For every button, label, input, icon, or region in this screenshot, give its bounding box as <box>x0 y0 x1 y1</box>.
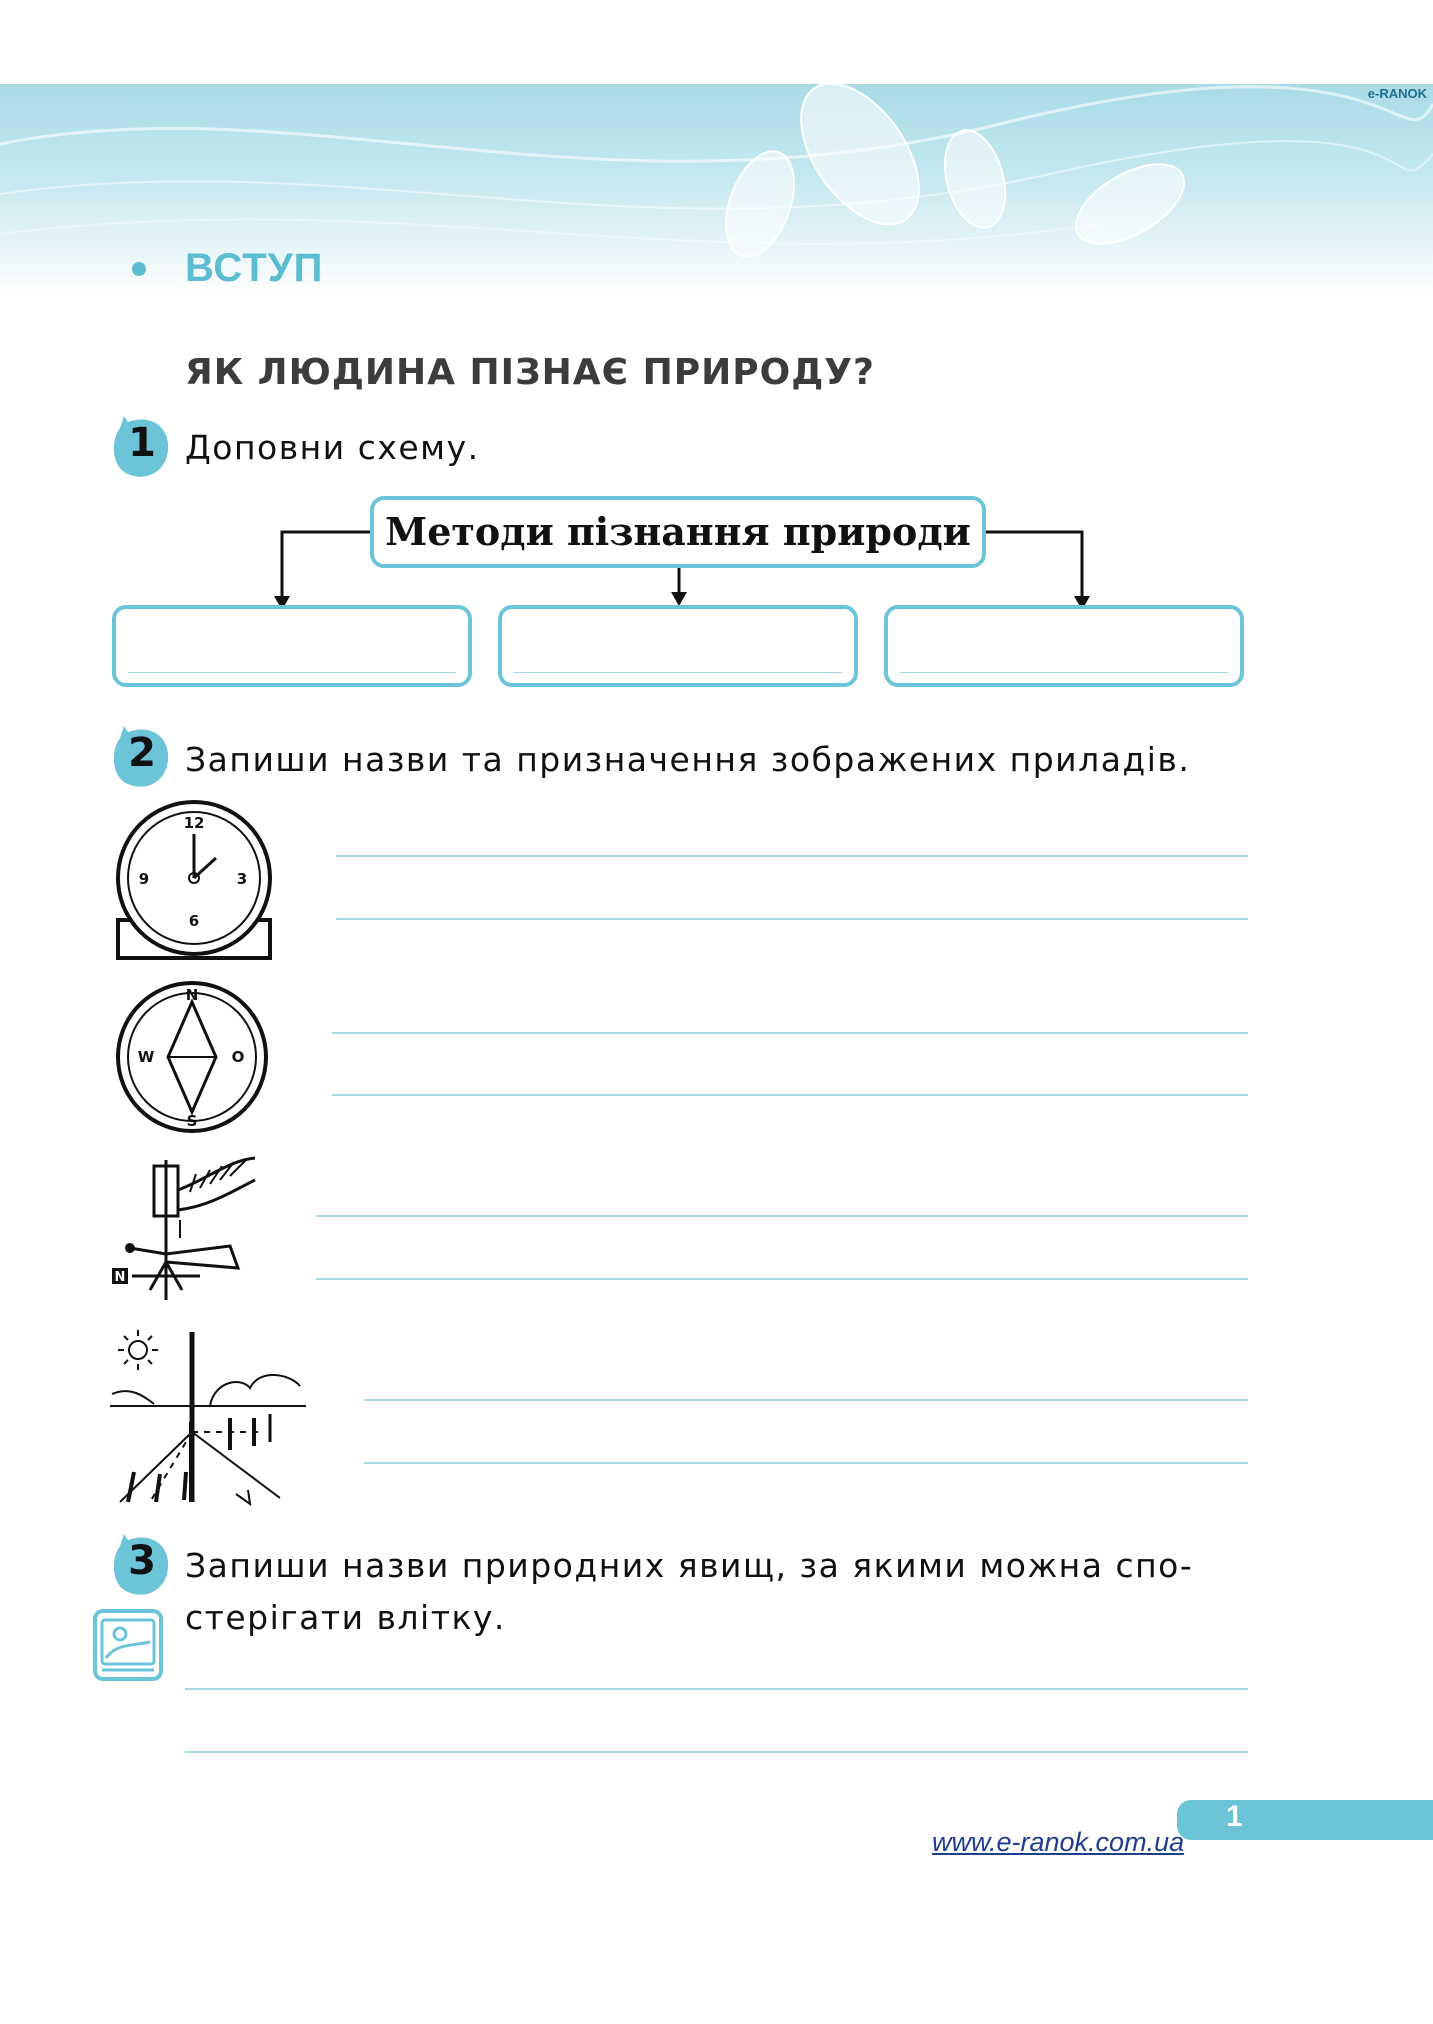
clock-number-12: 12 <box>183 814 205 832</box>
compass-icon <box>110 980 274 1134</box>
task-1-text: Доповни схему. <box>185 428 480 467</box>
publisher-site-link[interactable]: www.e-ranok.com.ua <box>932 1827 1185 1857</box>
vane-label-n: N <box>114 1270 126 1285</box>
diagram-root-box: Методи пізнання природи <box>370 496 986 568</box>
section-title: ВСТУП <box>185 246 324 290</box>
answer-line[interactable] <box>364 1462 1248 1464</box>
clock-number-9: 9 <box>138 870 150 888</box>
page-number: 1 <box>1226 1800 1243 1833</box>
clock-icon <box>110 800 280 962</box>
answer-line[interactable] <box>336 918 1248 920</box>
answer-box-3[interactable] <box>884 605 1244 687</box>
answer-line[interactable] <box>364 1399 1248 1401</box>
sundial-gnomon-icon <box>110 1322 306 1508</box>
task-3-badge <box>110 1530 174 1600</box>
answer-line[interactable] <box>185 1751 1248 1753</box>
answer-line[interactable] <box>332 1094 1248 1096</box>
task-3-number: 3 <box>128 1538 156 1584</box>
answer-line[interactable] <box>316 1215 1248 1217</box>
answer-box-1[interactable] <box>112 605 472 687</box>
compass-label-s: S <box>186 1112 198 1130</box>
weather-vane-icon <box>110 1150 260 1302</box>
task-2-number: 2 <box>128 730 156 776</box>
answer-box-2[interactable] <box>498 605 858 687</box>
task-1-number: 1 <box>128 420 156 466</box>
observation-icon <box>92 1608 164 1682</box>
task-3-text-line-1: Запиши назви природних явищ, за якими можна спо- <box>185 1546 1194 1585</box>
task-3-text-line-2: стерігати влітку. <box>185 1598 506 1637</box>
task-2-badge <box>110 722 174 792</box>
task-2-text: Запиши назви та призначення зображених приладів. <box>185 740 1191 779</box>
compass-label-n: N <box>185 986 199 1004</box>
answer-line[interactable] <box>336 855 1248 857</box>
publisher-logo: e-RANOK <box>1367 86 1427 101</box>
answer-line[interactable] <box>332 1032 1248 1034</box>
topic-title: ЯК ЛЮДИНА ПІЗНАЄ ПРИРОДУ? <box>185 352 875 393</box>
answer-line[interactable] <box>185 1688 1248 1690</box>
page-number-tab <box>1177 1800 1433 1840</box>
compass-label-o: O <box>231 1048 245 1066</box>
clock-number-3: 3 <box>236 870 248 888</box>
answer-line[interactable] <box>316 1278 1248 1280</box>
compass-label-w: W <box>137 1048 155 1066</box>
clock-number-6: 6 <box>188 912 200 930</box>
